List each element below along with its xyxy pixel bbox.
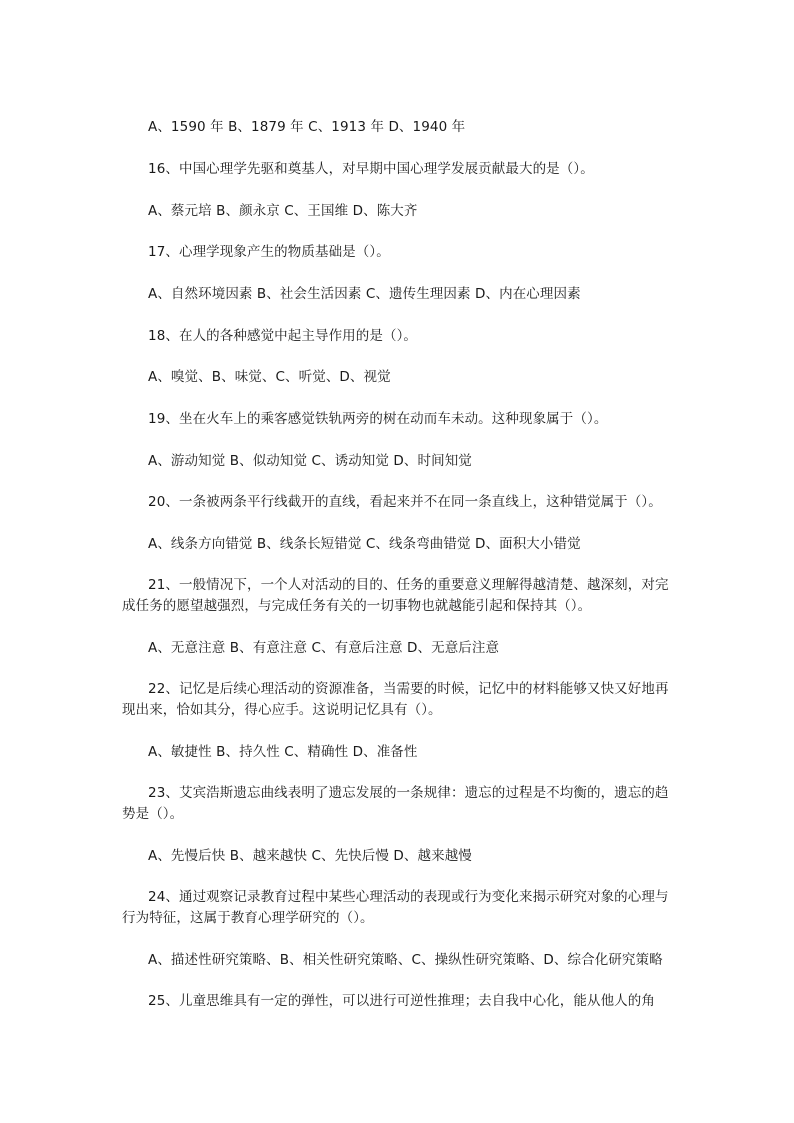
q22-question: 22、记忆是后续心理活动的资源准备，当需要的时候，记忆中的材料能够又快又好地再现出来，恰如其分，得心应手。这说明记忆具有（）。 [122,681,669,718]
q16-question: 16、中国心理学先驱和奠基人，对早期中国心理学发展贡献最大的是（）。 [148,161,594,177]
q25-question: 25、儿童思维具有一定的弹性，可以进行可逆性推理；去自我中心化，能从他人的角 [148,993,655,1009]
q21-question: 21、一般情况下，一个人对活动的目的、任务的重要意义理解得越清楚、越深刻，对完成任务的愿望越强烈，与完成任务有关的一切事物也就越能引起和保持其（）。 [122,577,669,614]
q15-options: A、1590 年 B、1879 年 C、1913 年 D、1940 年 [148,119,466,135]
q22-options: A、敏捷性 B、持久性 C、精确性 D、准备性 [148,744,418,760]
q16-options: A、蔡元培 B、颜永京 C、王国维 D、陈大齐 [148,203,418,219]
q23-options: A、先慢后快 B、越来越快 C、先快后慢 D、越来越慢 [148,848,472,864]
q19-options: A、游动知觉 B、似动知觉 C、诱动知觉 D、时间知觉 [148,453,472,469]
q21-options: A、无意注意 B、有意注意 C、有意后注意 D、无意后注意 [148,640,500,656]
q24-options: A、描述性研究策略、B、相关性研究策略、C、操纵性研究策略、D、综合化研究策略 [148,952,663,968]
q23-question: 23、艾宾浩斯遗忘曲线表明了遗忘发展的一条规律：遗忘的过程是不均衡的，遗忘的趋势是（）。 [122,785,669,822]
q20-options: A、线条方向错觉 B、线条长短错觉 C、线条弯曲错觉 D、面积大小错觉 [148,536,581,552]
q18-options: A、嗅觉、B、味觉、C、听觉、D、视觉 [148,369,391,385]
q19-question: 19、坐在火车上的乘客感觉铁轨两旁的树在动而车未动。这种现象属于（）。 [148,411,608,427]
q24-question: 24、通过观察记录教育过程中某些心理活动的表现或行为变化来揭示研究对象的心理与行为特征，这属于教育心理学研究的（）。 [122,889,669,926]
q18-question: 18、在人的各种感觉中起主导作用的是（）。 [148,328,418,344]
q17-question: 17、心理学现象产生的物质基础是（）。 [148,244,390,260]
q20-question: 20、一条被两条平行线截开的直线，看起来并不在同一条直线上，这种错觉属于（）。 [148,494,662,510]
q17-options: A、自然环境因素 B、社会生活因素 C、遗传生理因素 D、内在心理因素 [148,286,581,302]
